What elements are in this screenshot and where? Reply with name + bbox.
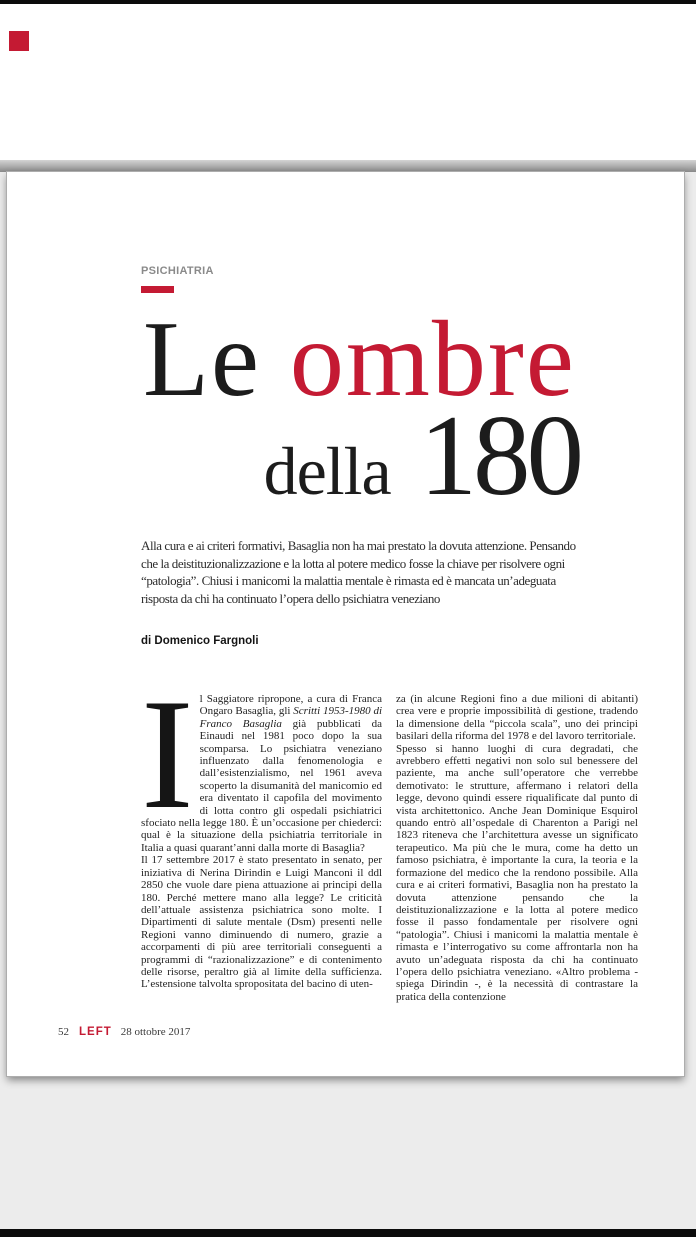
headline-word-red: ombre: [289, 300, 576, 419]
page-number: 52: [58, 1026, 69, 1038]
section-color-tab: [9, 31, 29, 51]
body-column-right: [396, 693, 638, 1027]
headline-number-180: 180: [419, 392, 580, 519]
standfirst: Alla cura e ai criteri formativi, Basaglia non ha mai prestato la dovuta attenzione. Pensando che la deistituzionalizzazione e la lotta al potere medico fosse la chiave per risolvere ogni “patologia”. Chiusi i manicomi la malattia mentale è rimasta ed è mancata un’adeguata risposta da chi ha continuato l’opera dello psichiatra veneziano: [141, 538, 576, 606]
headline-word-black: Le: [143, 300, 261, 419]
body-paragraph-3: za (in alcune Regioni fino a due milioni di abitanti) crea vere e proprie impossibilità di gestione, tradendo la dimensione della “piccola scala”, uno dei principi basilari della riforma del 1978 e del lavoro territoriale.: [396, 693, 638, 743]
kicker-underline-bar: [141, 286, 174, 293]
byline: di Domenico Fargnoli: [141, 635, 259, 647]
page-footer: [58, 1026, 190, 1038]
body-paragraph-1: Il Saggiatore ripropone, a cura di Franca Ongaro Basaglia, gli Scritti 1953-1980 di Franco Basaglia già pubblicati da Einaudi nel 1981 poco dopo la sua scomparsa. Lo psichiatra veneziano influenzato dalla fenomenologia e dall’esistenzialismo, nel 1961 aveva scoperto la disumanità del manicomio ed era diventato il capofila del movimento di lotta contro gli ospedali psichiatrici sfociato nella legge 180. È un’occasione per chiederci: qual è la situazione della psichiatria territoriale in Italia a quasi quarant’anni dalla morte di Basaglia?: [141, 693, 382, 854]
drop-cap: I: [141, 693, 194, 842]
page-gap-shadow: [0, 160, 696, 172]
magazine-logo: LEFT: [79, 1026, 112, 1038]
body-paragraph-4: Spesso si hanno luoghi di cura degradati, che avrebbero effetti negativi non solo sul benessere del paziente, ma anche sull’operatore che verrebbe demotivato: le strutture, affermano i relatori della legge, devono quindi essere riqualificate dal punto di vista architettonico. Anche Jean Dominique Esquirol quando entrò all’ospedale di Charenton a Parigi nel 1823 riteneva che l’architettura avesse un significato terapeutico. Ma più che le mura, come ha detto un famoso psichiatra, è importante la cura, la teoria e la formazione del medico che la rendono possibile. Alla cura e ai criteri formativi, Basaglia non ha prestato la dovuta attenzione pensando che la deistituzionalizzazione e la lotta al potere medico fosse il passo fondamentale per risolvere ogni “patologia”. Chiusi i manicomi la malattia mentale è rimasta e l’interrogativo su come affrontarla non ha avuto un’adeguata risposta da chi ha continuato l’opera dello psichiatra veneziano. «Altro problema - spiega Dirindin -, è la necessità di contrastare la pratica della contenzione: [396, 742, 638, 1003]
issue-date: 28 ottobre 2017: [120, 1026, 191, 1038]
section-kicker: PSICHIATRIA: [141, 265, 214, 277]
book-title-italic: Scritti 1953-1980 di Franco Basaglia: [199, 705, 382, 730]
body-paragraph-2: Il 17 settembre 2017 è stato presentato in senato, per iniziativa di Nerina Dirindin e Luigi Manconi il ddl 2850 che vuole dare piena attuazione ai principi della 180. Perché mettere mano alla legge? Le criticità dell’attuale assistenza psichiatrica sono molte. I Dipartimenti di salute mentale (Dsm) presenti nelle Regioni vanno diminuendo di numero, grazie a accorpamenti di più aree territoriali conseguenti a programmi di “razionalizzazione” e di contenimento delle risorse, peraltro già al limite della sufficienza. L’estensione talvolta spropositata del bacino di uten-: [141, 854, 382, 991]
body-column-left: [141, 693, 382, 1027]
viewer-bottom-edge: [0, 1229, 696, 1237]
previous-page-bottom-strip: [0, 4, 696, 160]
headline-line-2: [263, 392, 580, 519]
headline-word-della: della: [263, 433, 391, 509]
magazine-page: [7, 172, 684, 1076]
